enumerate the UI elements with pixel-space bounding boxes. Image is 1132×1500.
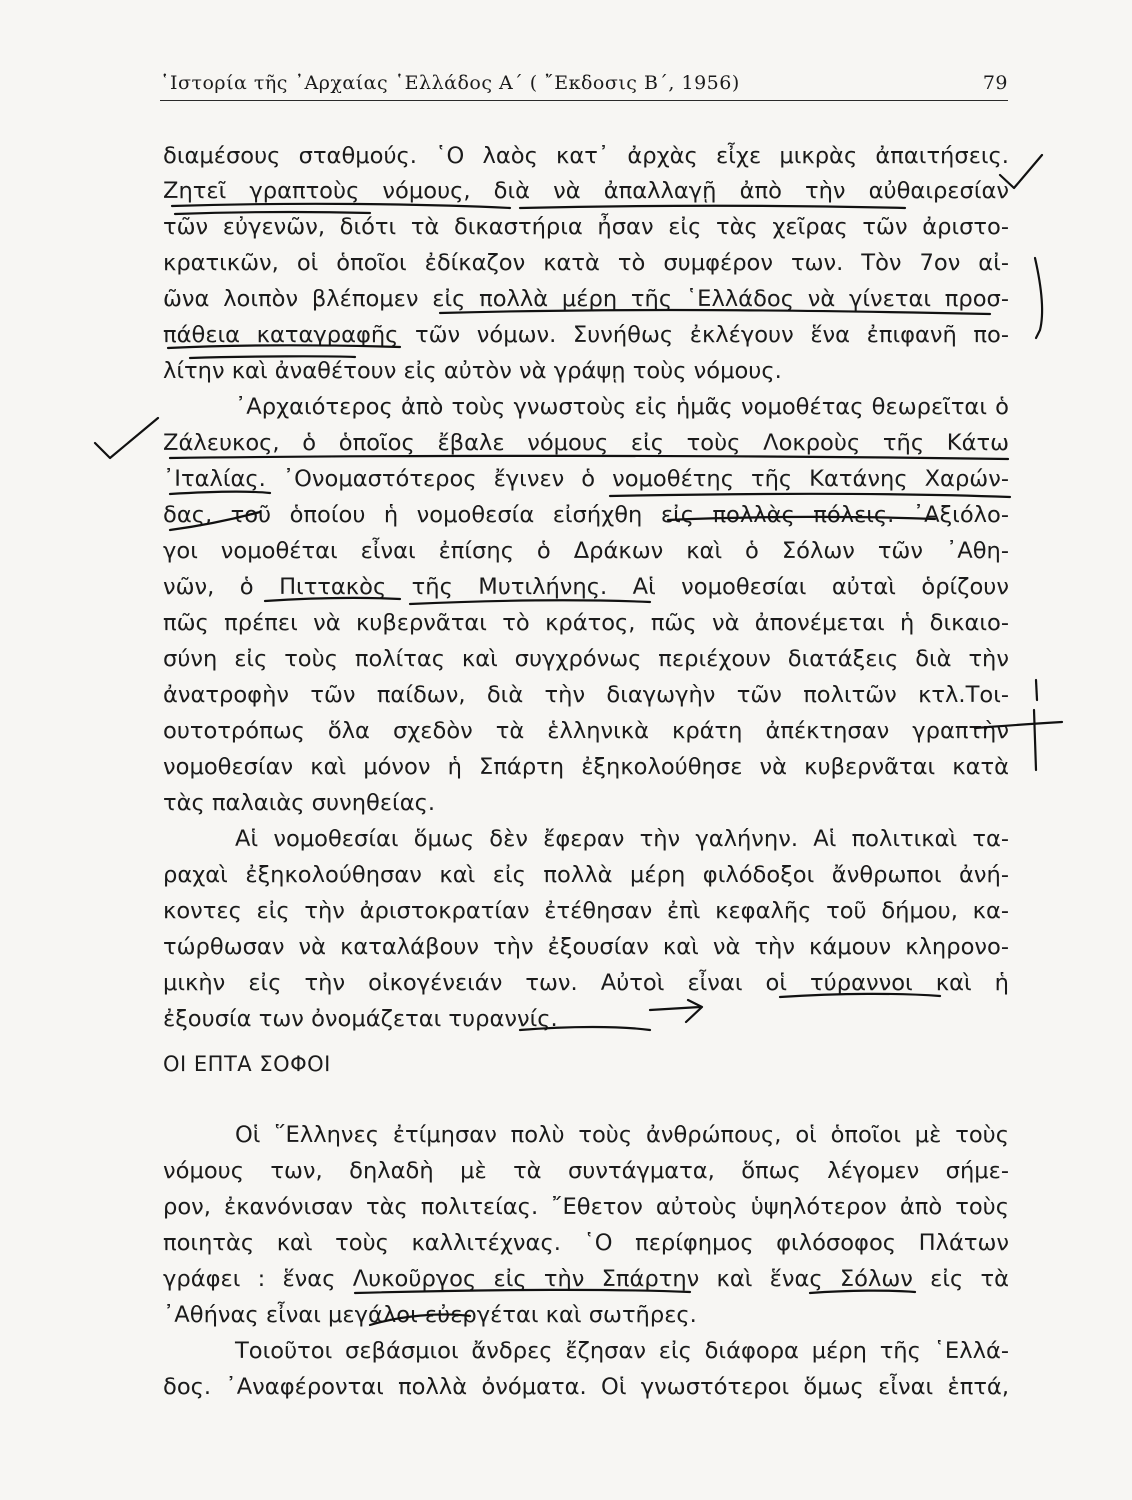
text-line: νῶν, ὁ Πιττακὸς τῆς Μυτιλήνης. Αἱ νομοθεσίαι αὐταὶ ὁρίζουν <box>163 574 1009 600</box>
text-line: λίτην καὶ ἀναθέτουν εἰς αὐτὸν νὰ γράψῃ τοὺς νόμους. <box>163 358 782 384</box>
underline-stroke <box>520 1027 650 1030</box>
margin-mark <box>975 722 1062 728</box>
section-heading: ΟΙ ΕΠΤΑ ΣΟΦΟΙ <box>163 1052 331 1076</box>
text-line: μικὴν εἰς τὴν οἰκογένειάν των. Αὐτοὶ εἶναι οἱ τύραννοι καὶ ἡ <box>163 970 1009 996</box>
text-line: διαμέσους σταθμούς. ῾Ο λαὸς κατ᾿ ἀρχὰς εἶχε μικρὰς ἀπαιτήσεις. <box>163 143 1009 169</box>
underline-stroke <box>440 310 990 314</box>
check-mark-icon <box>1000 155 1042 188</box>
underline-stroke <box>610 494 1010 497</box>
text-line: ουτοτρόπως ὅλα σχεδὸν τὰ ἑλληνικὰ κράτη ἀπέκτησαν γραπτὴν <box>163 718 1009 744</box>
underline-stroke <box>190 356 355 358</box>
page-number: 79 <box>982 72 1008 94</box>
arrow-mark <box>650 1000 702 1022</box>
text-line: ῶνα λοιπὸν βλέπομεν εἰς πολλὰ μέρη τῆς ῾Ελλάδος νὰ γίνεται προσ- <box>163 286 1009 312</box>
text-line: τὰς παλαιὰς συνηθείας. <box>163 790 436 816</box>
text-line: δας, τοῦ ὁποίου ἡ νομοθεσία εἰσήχθη εἰς πολλὰς πόλεις. ᾿Αξιόλο- <box>163 502 1009 528</box>
text-line: Ζάλευκος, ὁ ὁποῖος ἔβαλε νόμους εἰς τοὺς Λοκροὺς τῆς Κάτω <box>163 430 1009 456</box>
running-title: ῾Ιστορία τῆς ᾿Αρχαίας ῾Ελλάδος Α΄ ( ῎Εκδοσις Β΄, 1956) <box>160 72 740 94</box>
text-line: νομοθεσίαν καὶ μόνον ἡ Σπάρτη ἐξηκολούθησε νὰ κυβερνᾶται κατὰ <box>163 754 1009 780</box>
text-line: ᾿Αθήνας εἶναι μεγάλοι εὐεργέται καὶ σωτῆρες. <box>163 1302 697 1328</box>
margin-mark <box>1034 710 1036 770</box>
underline-stroke <box>410 600 650 604</box>
margin-bracket <box>1035 258 1042 338</box>
text-line: Ζητεῖ γραπτοὺς νόμους, διὰ νὰ ἀπαλλαγῇ ἀπὸ τὴν αὐθαιρεσίαν <box>163 178 1009 204</box>
text-line: ᾿Αρχαιότερος ἀπὸ τοὺς γνωστοὺς εἰς ἡμᾶς νομοθέτας θεωρεῖται ὁ <box>235 394 1009 420</box>
text-line: ραχαὶ ἐξηκολούθησαν καὶ εἰς πολλὰ μέρη φιλόδοξοι ἄνθρωποι ἀνή- <box>163 862 1009 888</box>
text-line: ποιητὰς καὶ τοὺς καλλιτέχνας. ῾Ο περίφημος φιλόσοφος Πλάτων <box>163 1230 1009 1256</box>
underline-stroke <box>172 204 510 208</box>
underline-stroke <box>168 345 400 348</box>
text-line: Οἱ ῞Ελληνες ἐτίμησαν πολὺ τοὺς ἀνθρώπους, οἱ ὁποῖοι μὲ τοὺς <box>235 1122 1009 1148</box>
text-line: κρατικῶν, οἱ ὁποῖοι ἐδίκαζον κατὰ τὸ συμφέρον των. Τὸν 7ον αἰ- <box>163 250 1009 276</box>
text-line: τῶν εὐγενῶν, διότι τὰ δικαστήρια ἦσαν εἰς τὰς χεῖρας τῶν ἀριστο- <box>163 214 1009 240</box>
text-line: κοντες εἰς τὴν ἀριστοκρατίαν ἐτέθησαν ἐπὶ κεφαλῆς τοῦ δήμου, κα- <box>163 898 1009 924</box>
text-line: τώρθωσαν νὰ καταλάβουν τὴν ἐξουσίαν καὶ νὰ τὴν κάμουν κληρονο- <box>163 934 1009 960</box>
text-line: ρον, ἐκανόνισαν τὰς πολιτείας. ῎Εθετον αὐτοὺς ὑψηλότερον ἀπὸ τοὺς <box>163 1194 1009 1220</box>
text-line: Τοιοῦτοι σεβάσμιοι ἄνδρες ἔζησαν εἰς διάφορα μέρη τῆς ῾Ελλά- <box>235 1338 1009 1364</box>
underline-stroke <box>265 598 400 601</box>
text-line: ᾿Ιταλίας. ᾿Ονομαστότερος ἔγινεν ὁ νομοθέτης τῆς Κατάνης Χαρών- <box>163 466 1009 492</box>
underline-stroke <box>810 1291 915 1293</box>
underline-stroke <box>355 1290 690 1293</box>
margin-mark <box>1036 680 1037 700</box>
text-line: ἀνατροφὴν τῶν παίδων, διὰ τὴν διαγωγὴν τῶν πολιτῶν κτλ.Τοι- <box>163 682 1009 708</box>
underline-stroke <box>668 517 935 520</box>
underline-stroke <box>780 994 940 997</box>
underline-stroke <box>520 206 905 208</box>
check-mark-icon <box>95 418 158 458</box>
text-line: γοι νομοθέται εἶναι ἐπίσης ὁ Δράκων καὶ ὁ Σόλων τῶν ᾿Αθη- <box>163 538 1009 564</box>
text-line: δος. ᾿Αναφέρονται πολλὰ ὀνόματα. Οἱ γνωστότεροι ὅμως εἶναι ἑπτά, <box>163 1374 1009 1400</box>
underline-stroke <box>170 512 260 530</box>
text-line: γράφει : ἕνας Λυκοῦργος εἰς τὴν Σπάρτην καὶ ἕνας Σόλων εἰς τὰ <box>163 1266 1009 1292</box>
text-line: Αἱ νομοθεσίαι ὅμως δὲν ἔφεραν τὴν γαλήνην. Αἱ πολιτικαὶ τα- <box>235 826 1009 852</box>
underline-stroke <box>370 1314 470 1325</box>
text-line: ἐξουσία των ὀνομάζεται τυραννίς. <box>163 1006 558 1032</box>
text-line: σύνη εἰς τοὺς πολίτας καὶ συγχρόνως περιέχουν διατάξεις διὰ τὴν <box>163 646 1009 672</box>
text-line: νόμους των, δηλαδὴ μὲ τὰ συντάγματα, ὅπως λέγομεν σήμε- <box>163 1158 1009 1184</box>
text-line: πάθεια καταγραφῆς τῶν νόμων. Συνήθως ἐκλέγουν ἕνα ἐπιφανῆ πο- <box>163 322 1009 348</box>
underline-stroke <box>170 492 270 494</box>
underline-stroke <box>170 456 1008 459</box>
text-line: πῶς πρέπει νὰ κυβερνᾶται τὸ κράτος, πῶς νὰ ἀπονέμεται ἡ δικαιο- <box>163 610 1009 636</box>
underline-stroke <box>175 212 370 214</box>
